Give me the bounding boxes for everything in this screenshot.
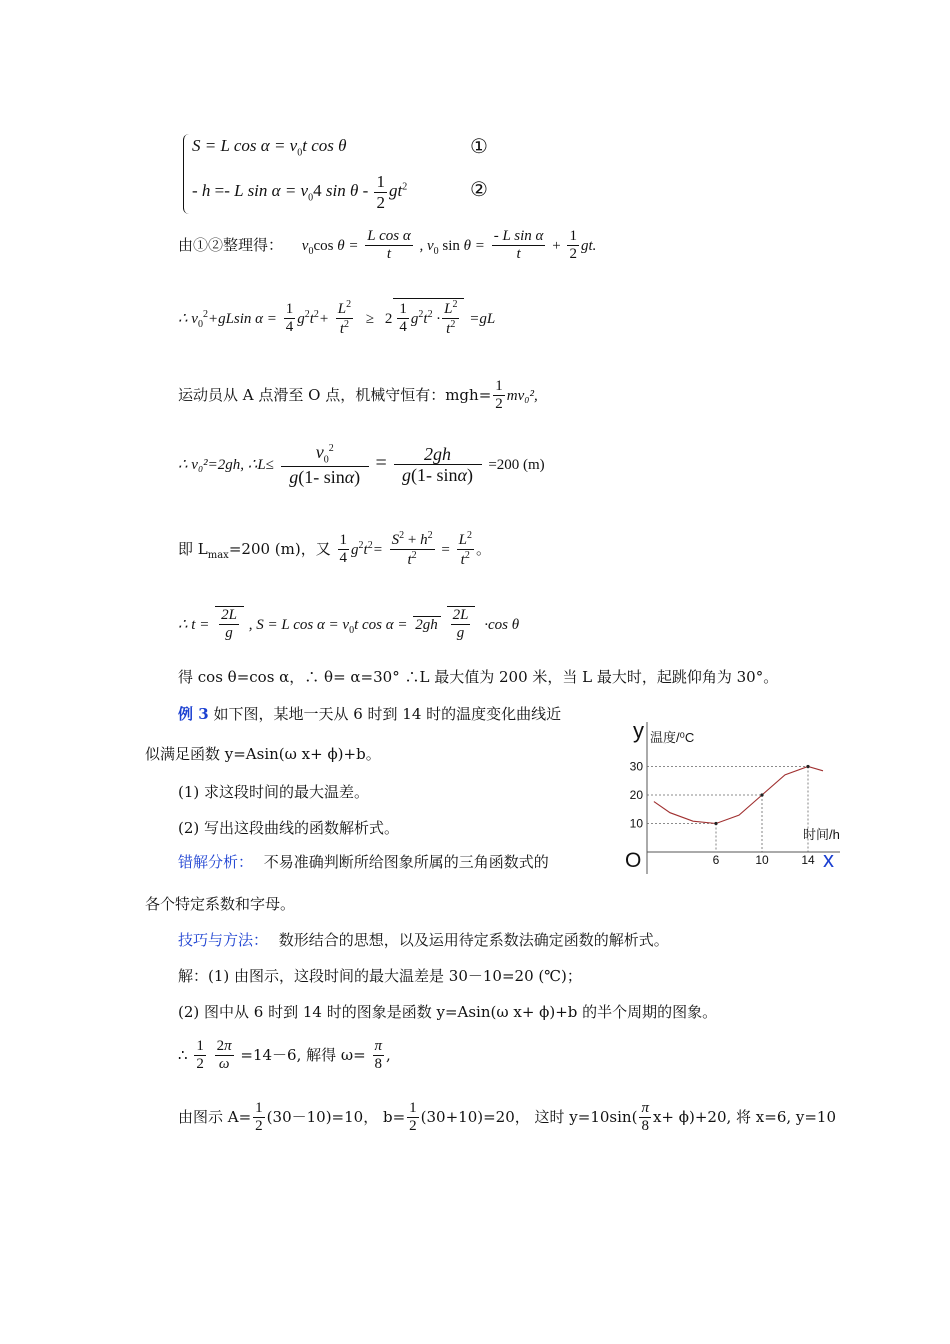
data-point — [760, 793, 763, 796]
origin-label: O — [625, 849, 642, 872]
equation-mark-2: ② — [470, 179, 488, 201]
x-axis-label: 时间/h — [803, 827, 840, 842]
error-label: 错解分析： — [178, 853, 254, 871]
lmax-tail: 。 — [475, 539, 491, 558]
solution-3: ∴ $\frac{1}{2}$ $\frac{2\pi}{\omega}$ =14－6, 解得 ω= $\frac{\pi}{8}$ , — [178, 1038, 391, 1073]
lmax-sub: max — [207, 549, 229, 561]
data-point — [714, 822, 717, 825]
example-label: 例 3 — [178, 705, 209, 723]
sol4-a: 由图示 A= — [178, 1107, 252, 1126]
equation-brace — [183, 134, 190, 214]
tcalc-line: ∴ t = $\frac{2L}{g}$ , S = L $\cos \alpha = v_0t$ cos α = 2gh $\frac{2L}{g}$ ·cos θ — [178, 607, 520, 642]
x-tick-label: 6 — [712, 853, 720, 867]
derive-prefix: 由①②整理得： — [178, 235, 284, 254]
example-line-2: 似满足函数 y=Asin(ω x+ ϕ)+b。 — [145, 745, 381, 763]
y-tick-label: 30 — [629, 759, 643, 774]
example-text-1: 如下图，某地一天从 6 时到 14 时的温度变化曲线近 — [213, 705, 562, 723]
data-point — [806, 765, 809, 768]
lbound-line: ∴ v₀²=2gh, ∴L≤ $\frac{v_0^2}{g(1- \sin\alpha)}$ = $\frac{2gh}{g(1- \sin\alpha)}$ =200 (m) — [178, 442, 545, 488]
energy-text: 运动员从 A 点滑至 O 点，机械守恒有：mgh= — [178, 385, 492, 404]
solution-2: (2) 图中从 6 时到 14 时的图象是函数 y=Asin(ω x+ ϕ)+b 的半个周期的图象。 — [178, 1003, 718, 1021]
y-axis-letter: y — [633, 718, 644, 743]
question-2: (2) 写出这段曲线的函数解析式。 — [178, 819, 400, 837]
solution-1: 解：(1) 由图示，这段时间的最大温差是 30－10=20 (℃)； — [178, 967, 582, 985]
equation-line-1: S = L $\cos \alpha = v_0t$ cos θ — [192, 136, 347, 159]
lbound-lead: ∴ v₀²=2gh, ∴L≤ — [178, 456, 274, 473]
x-axis-letter: x — [823, 847, 834, 872]
y-tick-label: 10 — [629, 816, 643, 831]
solution-4: 由图示 A= $\frac{1}{2}$ (30－10)=10， b= $\frac{1}{2}$ (30+10)=20， 这时 y=10sin( $\frac{\pi}{8}$ x+ ϕ)+20, 将 x=6, y=10 — [178, 1100, 837, 1135]
energy-tail: mv₀², — [506, 387, 538, 404]
question-1: (1) 求这段时间的最大温差。 — [178, 783, 370, 801]
lmax-text: 即 L — [178, 539, 208, 558]
sol3-end: , — [386, 1045, 391, 1064]
lmax-text2: =200 (m)，又 — [228, 539, 331, 558]
sol3-lead: ∴ — [178, 1045, 188, 1064]
energy-line: 运动员从 A 点滑至 O 点，机械守恒有：mgh= $\frac{1}{2}$ mv₀², — [178, 378, 538, 413]
derive-end: gt. — [580, 237, 597, 254]
lbound-result: =200 (m) — [488, 456, 545, 473]
y-axis-label: 温度/⁰C — [650, 730, 695, 745]
x-tick-label: 10 — [755, 853, 769, 867]
example-line-1 — [178, 703, 561, 724]
equation-mark-1: ① — [470, 136, 488, 158]
error-analysis-line-2: 各个特定系数和字母。 — [145, 895, 296, 913]
technique-text: 数形结合的思想，以及运用待定系数法确定函数的解析式。 — [278, 931, 669, 949]
error-text: 不易准确判断所给图象所属的三角函数式的 — [263, 853, 549, 871]
equation-line-2: - h =- L $\sin \alpha = v_04$ sin θ - $\frac{1}{2}$ $gt^2$ — [192, 172, 408, 212]
sol4-d: x+ ϕ)+20, 将 x=6, y=10 — [652, 1107, 837, 1126]
derive-line: 由①②整理得： $v_0\cos$ θ = $\frac{\text{L cos α}}{t}$ , $v_0$ sin θ = $\frac{\text{- L sin α}}{t}$ + $\frac{1}{2}$ gt. — [178, 228, 597, 263]
y-tick-label: 20 — [629, 788, 643, 802]
conclusion-line: 得 cos θ=cos α，∴ θ= α=30° ∴L 最大值为 200 米，当 L 最大时，起跳仰角为 30°。 — [178, 668, 779, 686]
inequality-line: ∴ $v_0^2+gLsin$ α = $\frac{1}{4}$ $g^2t^2+$ $\frac{L^2}{t^2}$ ≥ 2 $\frac{1}{4}$ $g^2t^2$ · $\frac{L^2}{t^2}$ =gL — [178, 299, 496, 338]
temperature-chart — [615, 712, 845, 882]
sol4-b: (30－10)=10， b= — [266, 1107, 406, 1126]
sol3-mid: =14－6, 解得 ω= — [240, 1045, 366, 1064]
technique-label: 技巧与方法： — [178, 931, 269, 949]
sol4-c: (30+10)=20， 这时 y=10sin( — [420, 1107, 638, 1126]
error-analysis-line — [178, 851, 549, 872]
lmax-line: 即 $L_{max}=200$ (m)，又 $\frac{1}{4}$ $g^2t^2=$ $\frac{S^2 + h^2}{t^2}$ = $\frac{L^2}{t^2}$ 。 — [178, 530, 491, 569]
technique-line — [178, 929, 669, 950]
x-tick-label: 14 — [801, 853, 815, 867]
